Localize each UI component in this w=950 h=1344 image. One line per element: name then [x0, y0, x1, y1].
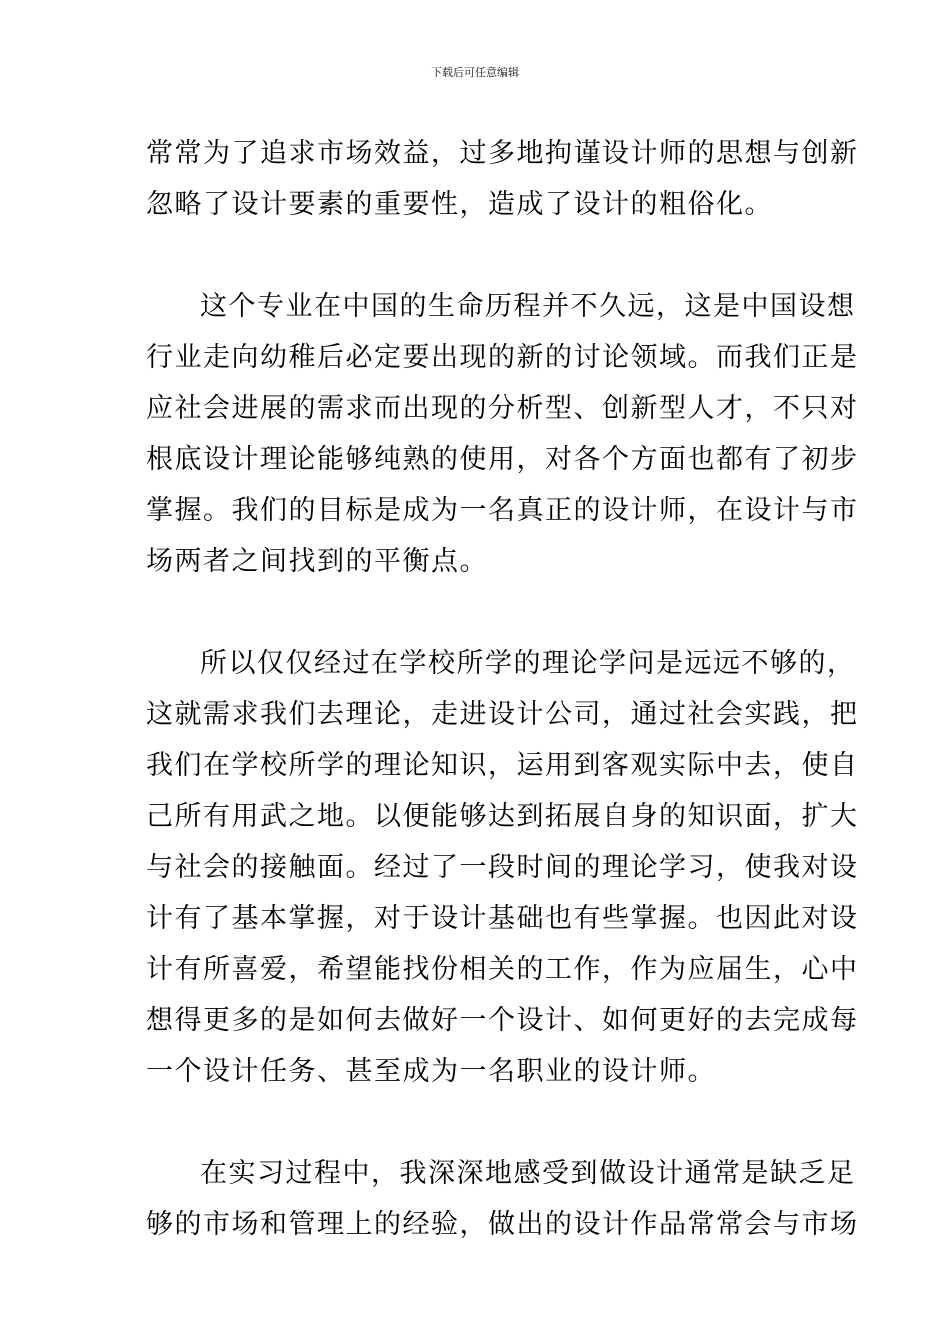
paragraph-line: 一个设计任务、甚至成为一名职业的设计师。	[146, 1056, 716, 1087]
paragraph-line: 忽略了设计要素的重要性，造成了设计的粗俗化。	[146, 189, 773, 220]
paragraph-line: 己所有用武之地。以便能够达到拓展自身的知识面，扩大	[146, 801, 859, 832]
paragraph-line: 计有了基本掌握，对于设计基础也有些掌握。也因此对设	[146, 903, 859, 934]
paragraph-line: 所以仅仅经过在学校所学的理论学问是远远不够的，	[200, 648, 856, 679]
paragraph-line: 够的市场和管理上的经验，做出的设计作品常常会与市场	[146, 1209, 859, 1240]
paragraph-line: 这个专业在中国的生命历程并不久远，这是中国设想	[200, 291, 856, 322]
paragraph-line: 掌握。我们的目标是成为一名真正的设计师，在设计与市	[146, 495, 859, 526]
page-header: 下载后可任意编辑	[431, 66, 519, 79]
paragraph-line: 在实习过程中，我深深地感受到做设计通常是缺乏足	[200, 1158, 856, 1189]
paragraph-line: 常常为了追求市场效益，过多地拘谨设计师的思想与创新	[146, 138, 859, 169]
document-body	[146, 128, 859, 1301]
paragraph-line: 场两者之间找到的平衡点。	[146, 546, 488, 577]
paragraph-line: 与社会的接触面。经过了一段时间的理论学习，使我对设	[146, 852, 859, 883]
paragraph-line: 我们在学校所学的理论知识，运用到客观实际中去，使自	[146, 750, 859, 781]
paragraph	[146, 638, 859, 1097]
paragraph-line: 行业走向幼稚后必定要出现的新的讨论领域。而我们正是	[146, 342, 859, 373]
paragraph-line: 计有所喜爱，希望能找份相关的工作，作为应届生，心中	[146, 954, 859, 985]
paragraph-line: 应社会进展的需求而出现的分析型、创新型人才，不只对	[146, 393, 859, 424]
paragraph-line: 这就需求我们去理论，走进设计公司，通过社会实践，把	[146, 699, 859, 730]
paragraph-line: 根底设计理论能够纯熟的使用，对各个方面也都有了初步	[146, 444, 859, 475]
paragraph	[146, 128, 859, 230]
paragraph-line: 想得更多的是如何去做好一个设计、如何更好的去完成每	[146, 1005, 859, 1036]
paragraph	[146, 281, 859, 587]
paragraph	[146, 1148, 859, 1250]
